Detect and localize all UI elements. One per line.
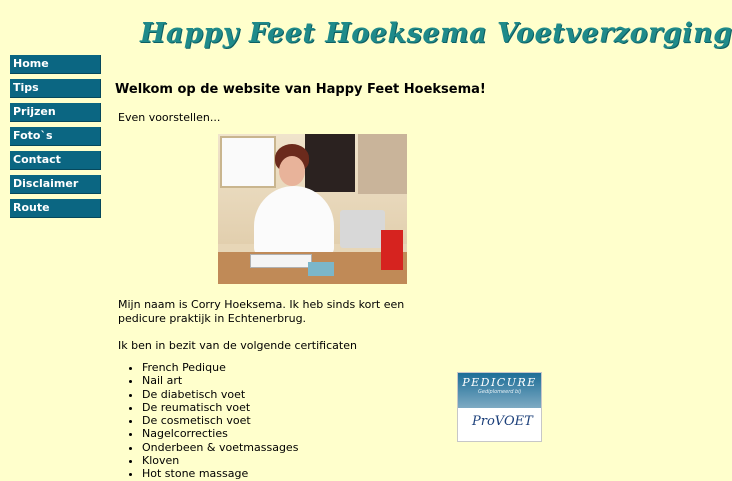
badge-brand: ProVOET xyxy=(472,414,533,429)
certificates-list xyxy=(128,361,298,481)
list-item: • Kloven xyxy=(142,454,298,467)
site-logo: Happy Feet Hoeksema Voetverzorging xyxy=(140,18,732,49)
list-item: • De reumatisch voet xyxy=(142,401,298,414)
nav-prijzen[interactable]: Prijzen xyxy=(10,103,101,122)
list-item: • De cosmetisch voet xyxy=(142,414,298,427)
list-item: • Onderbeen & voetmassages xyxy=(142,441,298,454)
badge-title: PEDICURE xyxy=(462,376,537,389)
provoet-badge[interactable] xyxy=(457,372,542,442)
certificates-intro: Ik ben in bezit van de volgende certificaten xyxy=(118,339,357,352)
list-item: • Nagelcorrecties xyxy=(142,427,298,440)
introduction-paragraph: Mijn naam is Corry Hoeksema. Ik heb sinds kort een pedicure praktijk in Echtenerbrug. xyxy=(118,298,405,325)
badge-subtitle: Gediplomeerd bij xyxy=(478,389,521,395)
list-item: • Hot stone massage xyxy=(142,467,298,480)
main-nav xyxy=(10,55,101,223)
nav-tips[interactable]: Tips xyxy=(10,79,101,98)
list-item: • French Pedique xyxy=(142,361,298,374)
nav-contact[interactable]: Contact xyxy=(10,151,101,170)
intro-text: Even voorstellen... xyxy=(118,111,221,124)
nav-fotos[interactable]: Foto`s xyxy=(10,127,101,146)
nav-home[interactable]: Home xyxy=(10,55,101,74)
list-item: • De diabetisch voet xyxy=(142,388,298,401)
nav-disclaimer[interactable]: Disclaimer xyxy=(10,175,101,194)
list-item: • Nail art xyxy=(142,374,298,387)
owner-photo xyxy=(218,134,407,284)
nav-route[interactable]: Route xyxy=(10,199,101,218)
page-title: Welkom op de website van Happy Feet Hoeksema! xyxy=(115,82,486,97)
